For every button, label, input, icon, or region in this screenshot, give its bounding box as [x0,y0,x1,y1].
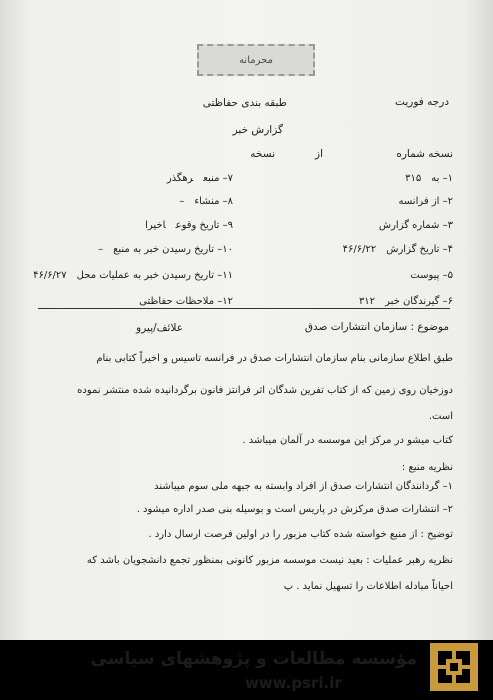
field-attachment [400,270,453,281]
field-to [405,173,453,184]
field-security-notes [129,296,233,307]
field-label: ۳– شماره گزارش [378,220,453,231]
body-line: احیاناً مبادله اطلاعات را تسهیل نماید . پ [283,581,453,592]
field-label: ۱۲– ملاحظات حفاظتی [139,296,233,307]
file-note: علائف/پیرو [136,322,183,334]
divider-line [38,308,450,309]
field-ops-received-date [33,270,233,281]
field-label: ۲– از فرانسه [398,196,453,207]
field-value: ۳۱۵ [405,173,422,184]
field-origin [179,196,233,207]
institute-logo [430,643,478,691]
field-value: – [98,244,104,255]
field-label: ۸– منشاء [194,196,233,207]
body-line: است. [428,411,453,422]
field-label: ۷– منبع [203,173,233,184]
field-label: ۶– گیرندگان خبر [385,296,453,307]
field-from [389,196,453,207]
field-report-date [343,244,453,255]
website-link[interactable]: www.psri.ir [245,674,342,692]
urgency-label: درجه فوریت [395,96,449,108]
copy-suffix-label: نسخه [250,148,275,160]
body-line: ۱– گردانندگان انتشارات صدق از افراد وابسته به جبهه ملی سوم میباشند [154,481,453,492]
institute-name: مؤسسه مطالعات و پژوهشهای سیاسی [90,649,417,669]
body-line: نظریه رهبر عملیات : بعید نیست موسسه مزبور کانونی بمنظور تجمع دانشجویان باشد که [86,555,453,566]
body-line: کتاب میشو در مرکز این موسسه در آلمان میباشد . [242,435,453,446]
logo-emblem-icon [430,643,478,691]
body-line: توضیح : از منبع خواسته شده کتاب مزبور را در اولین فرصت ارسال دارد . [148,529,453,540]
field-label: ۹– تاریخ وقوع [175,220,233,231]
body-line: نظریه منبع : [401,462,453,473]
body-line: ۲– انتشارات صدق مرکزش در پاریس است و بوسیله بنی صدر اداره میشود . [136,504,453,515]
field-value: ۳۱۲ [358,296,376,307]
security-classification-label: طبقه بندی حفاظتی [202,97,287,109]
field-event-date [145,220,233,231]
field-recipients [359,296,453,307]
copy-of-label: از [315,148,323,160]
field-label: ۱۱– تاریخ رسیدن خبر به عملیات محل [76,270,233,281]
field-label: ۴– تاریخ گزارش [386,244,453,255]
confidential-stamp [197,44,315,76]
field-value: رهگذر [166,173,194,184]
body-line: طبق اطلاع سازمانی بنام سازمان انتشارات صدق در فرانسه تاسیس و اخیراً کتابی بنام [96,353,453,364]
field-value: ۴۶/۶/۲۲ [342,244,377,255]
field-label: ۵– پیوست [410,270,453,281]
field-label: ۱– به [431,173,453,184]
field-value: ۴۶/۶/۲۷ [33,270,67,281]
stamp-text: محرمانه [239,54,273,66]
field-source [167,173,233,184]
field-report-number [369,220,453,231]
report-title: گزارش خبر [232,124,283,136]
field-value: – [179,196,185,207]
field-source-received-date [98,244,233,255]
field-value: اخیرا [145,220,166,231]
subject-line: موضوع : سازمان انتشارات صدق [304,321,449,333]
field-label: ۱۰– تاریخ رسیدن خبر به منبع [113,244,233,255]
body-line: دوزخیان روی زمین که از کتاب تفرین شدگان اثر فرانتز فانون برگردانیده شده منتشر نموده [77,385,453,396]
copy-number-label: نسخه شماره [396,148,453,160]
